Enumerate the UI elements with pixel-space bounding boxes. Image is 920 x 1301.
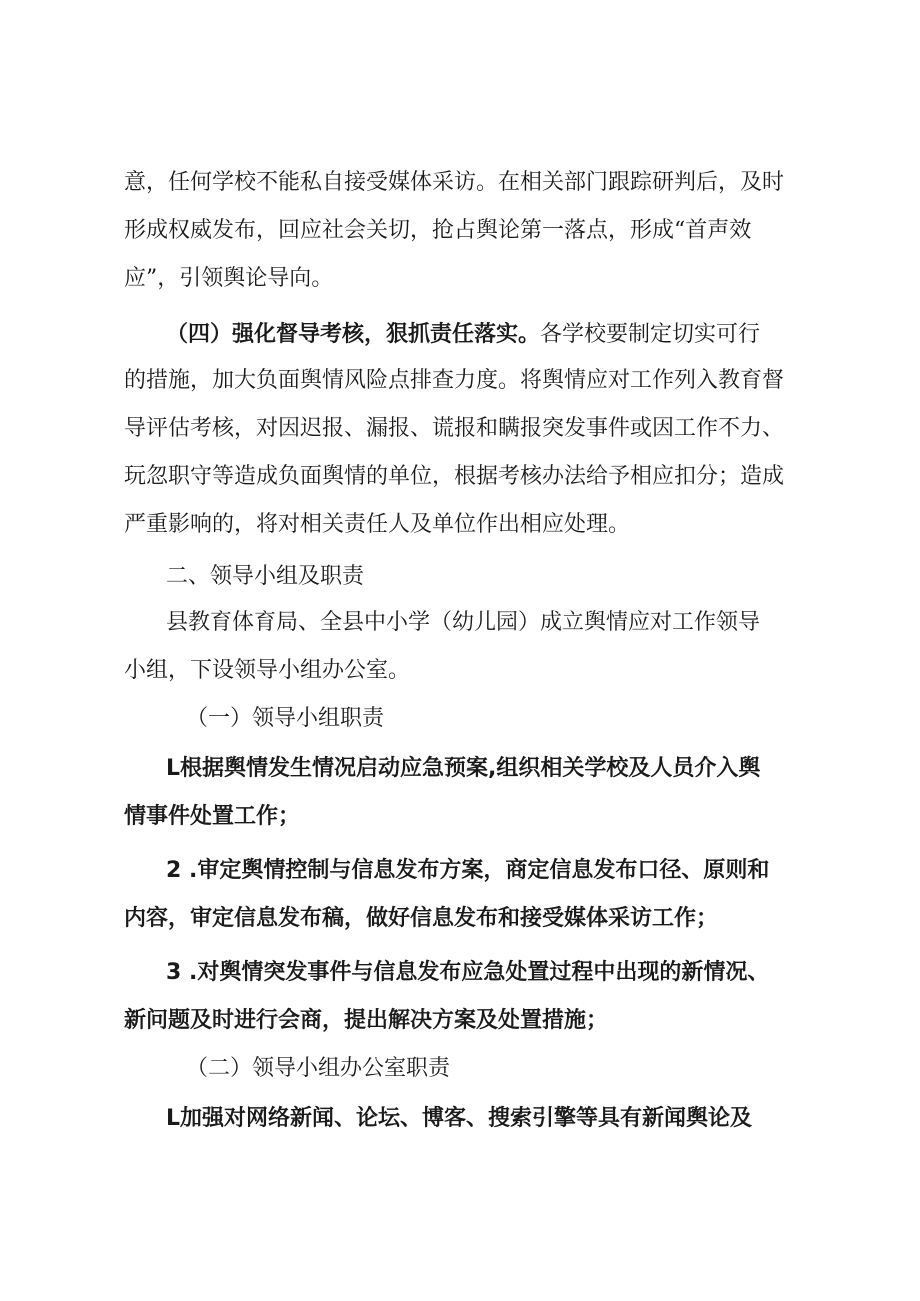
list-item-line: L根据舆情发生情况启动应急预案,组织相关学校及人员介入舆 — [166, 756, 761, 781]
paragraph-line — [166, 320, 760, 350]
paragraph-line: 小组，下设领导小组办公室。 — [124, 658, 411, 683]
list-item-line: 3 .对舆情突发事件与信息发布应急处置过程中出现的新情况、 — [166, 960, 770, 985]
subsection-heading: （二）领导小组办公室职责 — [186, 1056, 451, 1081]
section-heading: 二、领导小组及职责 — [166, 564, 365, 589]
list-item-line: 内容，审定信息发布稿，做好信息发布和接受媒体采访工作； — [124, 906, 719, 931]
list-item-line: 情事件处置工作； — [124, 804, 301, 829]
list-item-line: 2 .审定舆情控制与信息发布方案，商定信息发布口径、原则和 — [166, 858, 770, 883]
paragraph-line: 严重影响的，将对相关责任人及单位作出相应处理。 — [124, 512, 631, 537]
list-item-line: 新问题及时进行会商，提出解决方案及处置措施； — [124, 1008, 609, 1033]
paragraph-line: 的措施，加大负面舆情风险点排查力度。将舆情应对工作列入教育督 — [124, 368, 785, 393]
paragraph-line: 玩忽职守等造成负面舆情的单位，根据考核办法给予相应扣分；造成 — [124, 464, 785, 489]
paragraph-text: 各学校要制定切实可行 — [540, 322, 761, 347]
paragraph-line: 县教育体育局、全县中小学（幼儿园）成立舆情应对工作领导 — [166, 610, 761, 635]
paragraph-line: 应”，引领舆论导向。 — [124, 266, 334, 291]
paragraph-line: 形成权威发布，回应社会关切，抢占舆论第一落点，形成“首声效 — [124, 218, 752, 243]
paragraph-line: 导评估考核，对因迟报、漏报、谎报和瞒报突发事件或因工作不力、 — [124, 416, 785, 441]
paragraph-heading: （四）强化督导考核，狠抓责任落实。 — [166, 322, 541, 347]
paragraph-line: 意，任何学校不能私自接受媒体采访。在相关部门跟踪研判后，及时 — [124, 170, 785, 195]
subsection-heading: （一）领导小组职责 — [186, 706, 385, 731]
list-item-line: L加强对网络新闻、论坛、博客、搜索引擎等具有新闻舆论及 — [166, 1106, 753, 1131]
